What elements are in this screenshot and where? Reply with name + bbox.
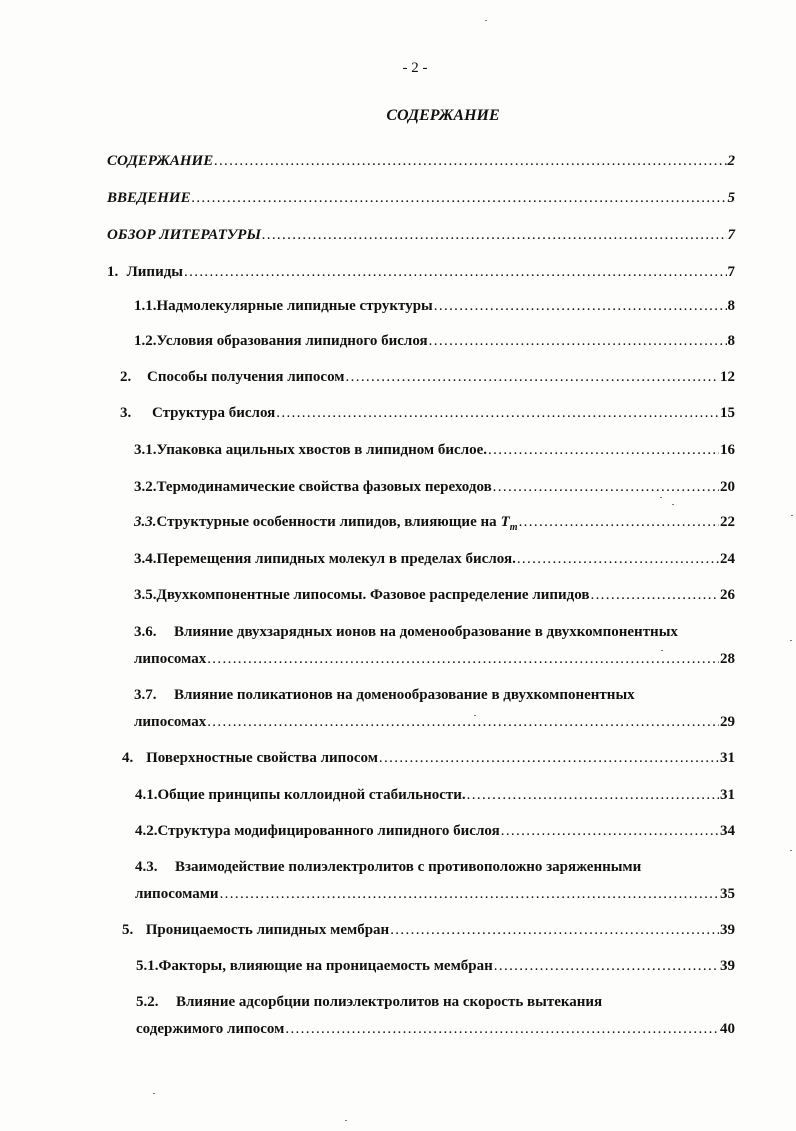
toc-entry-number: 3.3. (134, 514, 157, 530)
tm-symbol: $T_m$ (500, 514, 518, 533)
toc-entry[interactable] (107, 190, 735, 207)
leader-dots (494, 958, 719, 975)
toc-page-number: 34 (720, 823, 735, 839)
toc-entry-text: Упаковка ацильных хвостов в липидном бислое. (156, 442, 488, 458)
toc-entry[interactable] (107, 227, 735, 244)
toc-entry-first-line[interactable] (134, 624, 678, 641)
leader-dots (220, 886, 719, 903)
leader-dots (467, 787, 719, 804)
toc-page-number: 39 (720, 922, 735, 938)
toc-page-number: 39 (720, 958, 735, 974)
toc-entry-text: Липиды (126, 264, 184, 280)
toc-page-number: 7 (727, 227, 735, 243)
toc-entry-first-line[interactable] (135, 859, 641, 876)
leader-dots (501, 823, 719, 840)
toc-entry-number: 3.7. (134, 687, 157, 703)
toc-entry-number: 4.1. (135, 787, 158, 803)
page-number: - 2 - (402, 60, 428, 76)
toc-entry-text: Условия образования липидного бислоя (156, 333, 428, 349)
toc-entry-number: 5.1. (136, 958, 159, 974)
scan-speck (474, 715, 476, 716)
scan-speck (485, 20, 487, 21)
toc-entry-text: Перемещения липидных молекул в пределах бислоя. (156, 551, 516, 567)
leader-dots (285, 1021, 719, 1038)
toc-entry[interactable] (134, 442, 735, 459)
toc-entry-number: 3. (120, 405, 132, 421)
leader-dots (207, 651, 719, 668)
toc-entry-text: ОБЗОР ЛИТЕРАТУРЫ (107, 227, 261, 243)
toc-entry[interactable] (134, 514, 735, 533)
toc-page-number: 2 (727, 153, 735, 169)
toc-entry-text: Влияние двухзарядных ионов на доменообразование в двухкомпонентных (174, 624, 678, 640)
toc-page-number: 8 (727, 333, 735, 349)
leader-dots (488, 442, 719, 459)
toc-entry-text: Структурные особенности липидов, влияющие на (156, 514, 497, 530)
toc-entry-number: 3.5. (134, 587, 157, 603)
leader-dots (184, 264, 726, 281)
leader-dots (493, 479, 719, 496)
toc-entry[interactable] (122, 750, 735, 767)
toc-entry-number: 1. (107, 264, 119, 280)
leader-dots (519, 514, 719, 531)
toc-entry-text: СОДЕРЖАНИЕ (107, 153, 214, 169)
toc-entry[interactable] (134, 587, 735, 604)
toc-entry-number: 2. (120, 369, 132, 385)
toc-entry-text: Надмолекулярные липидные структуры (156, 298, 433, 314)
scan-speck (790, 850, 792, 851)
leader-dots (262, 227, 727, 244)
toc-entry[interactable] (134, 333, 735, 350)
toc-entry-number: 5. (122, 922, 134, 938)
toc-heading: СОДЕРЖАНИЕ (386, 107, 500, 124)
toc-entry[interactable] (134, 551, 735, 568)
leader-dots (390, 922, 719, 939)
leader-dots (192, 190, 727, 207)
toc-page-number: 22 (720, 514, 735, 530)
toc-entry[interactable] (120, 405, 735, 422)
toc-entry-text: липосомами (135, 886, 219, 902)
leader-dots (276, 405, 719, 422)
toc-page-number: 7 (727, 264, 735, 280)
leader-dots (434, 298, 727, 315)
toc-entry-text: Проницаемость липидных мембран (145, 922, 390, 938)
toc-entry-text: Структура модифицированного липидного бислоя (157, 823, 500, 839)
leader-dots (346, 369, 719, 386)
toc-entry-continuation[interactable] (135, 886, 735, 903)
toc-entry[interactable] (107, 264, 735, 281)
scan-speck (345, 1120, 347, 1121)
toc-entry-number: 4.2. (135, 823, 158, 839)
toc-entry-text: Общие принципы коллоидной стабильности. (157, 787, 466, 803)
toc-entry[interactable] (122, 922, 735, 939)
toc-entry-text: Способы получения липосом (147, 369, 345, 385)
toc-entry[interactable] (107, 153, 735, 170)
toc-page-number: 35 (720, 886, 735, 902)
scan-speck (660, 497, 662, 498)
toc-entry-text: Взаимодействие полиэлектролитов с противоположно заряженными (175, 859, 642, 875)
leader-dots (517, 551, 719, 568)
scan-speck (661, 650, 663, 651)
toc-entry-text: Поверхностные свойства липосом (146, 750, 378, 766)
toc-entry[interactable] (135, 823, 735, 840)
toc-entry-number: 3.6. (134, 624, 157, 640)
toc-entry-text: Влияние адсорбции полиэлектролитов на скорость вытекания (176, 994, 603, 1010)
toc-entry-number: 5.2. (136, 994, 159, 1010)
leader-dots (590, 587, 719, 604)
toc-page-number: 24 (720, 551, 735, 567)
toc-page-number: 15 (720, 405, 735, 421)
toc-entry-text: содержимого липосом (136, 1021, 285, 1037)
toc-page-number: 12 (720, 369, 735, 385)
toc-entry-number: 4.3. (135, 859, 158, 875)
toc-entry[interactable] (136, 958, 735, 975)
leader-dots (379, 750, 719, 767)
toc-page-number: 31 (720, 787, 735, 803)
toc-entry-text: ВВЕДЕНИЕ (107, 190, 191, 206)
toc-entry-continuation[interactable] (134, 651, 735, 668)
toc-entry-text: липосомах (134, 714, 207, 730)
leader-dots (214, 153, 726, 170)
toc-entry[interactable] (135, 787, 735, 804)
toc-page-number: 28 (720, 651, 735, 667)
toc-entry-text: Термодинамические свойства фазовых переходов (156, 479, 492, 495)
toc-entry[interactable] (134, 298, 735, 315)
toc-entry[interactable] (120, 369, 735, 386)
leader-dots (207, 714, 719, 731)
toc-entry-text: липосомах (134, 651, 207, 667)
leader-dots (429, 333, 727, 350)
toc-page-number: 31 (720, 750, 735, 766)
toc-entry-number: 1.1. (134, 298, 157, 314)
toc-entry-continuation[interactable] (134, 714, 735, 731)
toc-page-number: 26 (720, 587, 735, 603)
toc-page-number: 20 (720, 479, 735, 495)
toc-page-number: 40 (720, 1021, 735, 1037)
toc-entry-number: 4. (122, 750, 134, 766)
scan-speck (790, 640, 792, 641)
toc-entry-number: 3.2. (134, 479, 157, 495)
toc-entry-number: 3.4. (134, 551, 157, 567)
toc-entry[interactable] (134, 479, 735, 496)
toc-entry-continuation[interactable] (136, 1021, 735, 1038)
toc-page-number: 16 (720, 442, 735, 458)
toc-entry-first-line[interactable] (136, 994, 602, 1011)
toc-page-number: 8 (727, 298, 735, 314)
toc-page-number: 5 (727, 190, 735, 206)
toc-entry-text: Структура бислоя (152, 405, 276, 421)
toc-entry-number: 3.1. (134, 442, 157, 458)
toc-page-number: 29 (720, 714, 735, 730)
scan-speck (672, 504, 674, 505)
scan-speck (791, 515, 793, 516)
toc-entry-text: Влияние поликатионов на доменообразование в двухкомпонентных (174, 687, 635, 703)
toc-entry-text: Факторы, влияющие на проницаемость мембран (158, 958, 493, 974)
scan-speck (153, 1093, 155, 1094)
toc-entry-first-line[interactable] (134, 687, 635, 704)
toc-entry-text: Двухкомпонентные липосомы. Фазовое распределение липидов (156, 587, 590, 603)
toc-entry-number: 1.2. (134, 333, 157, 349)
